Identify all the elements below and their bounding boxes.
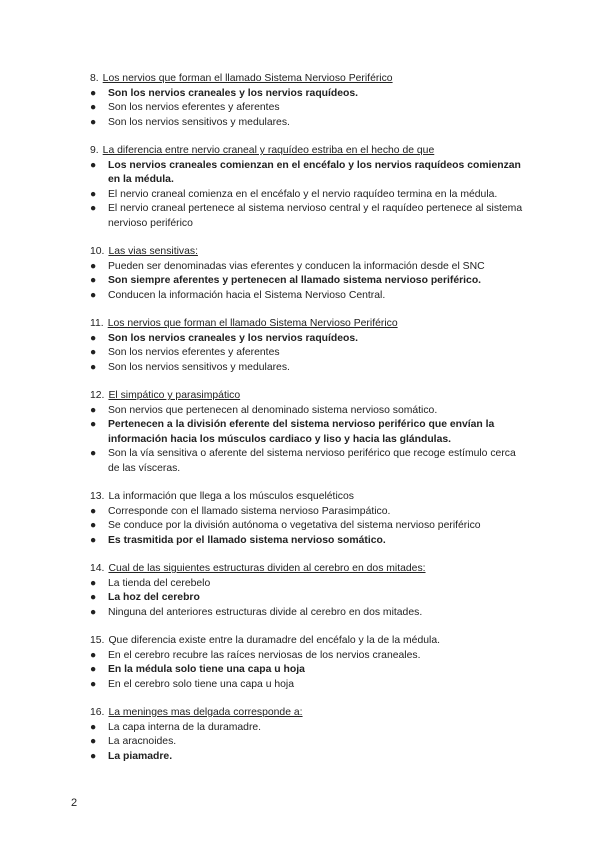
- answer-text: Corresponde con el llamado sistema nervioso Parasimpático.: [108, 505, 391, 517]
- bullet-icon: ●: [90, 505, 97, 517]
- answer-option: [90, 649, 530, 664]
- answer-text: Son nervios que pertenecen al denominado sistema nervioso somático.: [108, 404, 438, 416]
- answer-text: El nervio craneal comienza en el encéfalo y el nervio raquídeo termina en la médula.: [108, 188, 498, 200]
- answer-text: Son la vía sensitiva o aferente del sistema nervioso periférico que recoge estímulo cerca de las vísceras.: [108, 448, 516, 474]
- answer-option-correct: [90, 274, 530, 289]
- answer-option: [90, 101, 530, 116]
- question-number: 14.: [90, 563, 105, 574]
- question-number: 13.: [90, 491, 105, 502]
- question-number: 12.: [90, 390, 105, 401]
- answer-option: [90, 519, 530, 534]
- question-16: [90, 706, 530, 764]
- answer-text: La capa interna de la duramadre.: [108, 721, 262, 733]
- answer-option-correct: [90, 418, 530, 447]
- bullet-icon: ●: [90, 87, 97, 99]
- answer-text: La piamadre.: [108, 750, 173, 762]
- answer-option: [90, 346, 530, 361]
- answer-text: La tienda del cerebelo: [108, 577, 211, 589]
- bullet-icon: ●: [90, 750, 97, 762]
- question-text: Cual de las siguientes estructuras dividen al cerebro en dos mitades:: [108, 563, 426, 574]
- page-number: 2: [71, 797, 78, 809]
- bullet-icon: ●: [90, 188, 97, 200]
- answer-option-correct: [90, 591, 530, 606]
- answer-option-correct: [90, 663, 530, 678]
- answer-text: En la médula solo tiene una capa u hoja: [108, 664, 305, 675]
- answer-option-correct: [90, 750, 530, 765]
- answer-list: [90, 159, 530, 232]
- answer-text: Son siempre aferentes y pertenecen al llamado sistema nervioso periférico.: [108, 275, 482, 286]
- answer-text: Son los nervios craneales y los nervios raquídeos.: [108, 87, 359, 99]
- document-body: [90, 72, 530, 778]
- answer-text: En el cerebro solo tiene una capa u hoja: [108, 678, 295, 690]
- question-number: 16.: [90, 707, 105, 718]
- answer-option-correct: [90, 534, 530, 549]
- bullet-icon: ●: [90, 664, 97, 675]
- answer-option: [90, 678, 530, 693]
- bullet-icon: ●: [90, 275, 97, 286]
- question-title: [90, 490, 530, 505]
- answer-option: [90, 721, 530, 736]
- bullet-icon: ●: [90, 116, 97, 128]
- answer-text: Conducen la información hacia el Sistema Nervioso Central.: [108, 289, 386, 301]
- answer-list: [90, 505, 530, 549]
- bullet-icon: ●: [90, 736, 97, 747]
- bullet-icon: ●: [90, 606, 97, 618]
- answer-text: En el cerebro recubre las raíces nerviosas de los nervios craneales.: [108, 649, 421, 661]
- question-12: [90, 389, 530, 476]
- answer-list: [90, 404, 530, 477]
- answer-text: Se conduce por la división autónoma o vegetativa del sistema nervioso periférico: [108, 520, 481, 531]
- answer-list: [90, 649, 530, 693]
- question-text: La información que llega a los músculos esqueléticos: [108, 491, 354, 502]
- bullet-icon: ●: [90, 649, 97, 661]
- question-number: 15.: [90, 635, 105, 646]
- answer-option: [90, 202, 530, 231]
- question-8: [90, 72, 530, 130]
- answer-text: Pertenecen a la división eferente del sistema nervioso periférico que envían la información hacia los músculos cardiaco y liso y hacia las glándulas.: [108, 419, 495, 445]
- answer-option: [90, 735, 530, 750]
- bullet-icon: ●: [90, 260, 97, 272]
- bullet-icon: ●: [90, 534, 97, 546]
- answer-text: El nervio craneal pertenece al sistema nervioso central y el raquídeo pertenece al sistema nervioso periférico: [108, 203, 523, 229]
- answer-option: [90, 404, 530, 419]
- answer-option: [90, 505, 530, 520]
- bullet-icon: ●: [90, 577, 97, 589]
- bullet-icon: ●: [90, 203, 97, 214]
- answer-text: Son los nervios sensitivos y medulares.: [108, 116, 290, 128]
- answer-list: [90, 332, 530, 376]
- question-title: [90, 317, 530, 332]
- answer-text: Son los nervios eferentes y aferentes: [108, 102, 280, 113]
- question-title: [90, 562, 530, 577]
- question-text: La diferencia entre nervio craneal y raquídeo estriba en el hecho de que: [102, 145, 435, 156]
- answer-text: Pueden ser denominadas vias eferentes y conducen la información desde el SNC: [108, 260, 485, 272]
- question-title: [90, 634, 530, 649]
- bullet-icon: ●: [90, 159, 97, 171]
- bullet-icon: ●: [90, 520, 97, 531]
- answer-text: Es trasmitida por el llamado sistema nervioso somático.: [108, 534, 386, 546]
- question-title: [90, 389, 530, 404]
- answer-option: [90, 606, 530, 621]
- bullet-icon: ●: [90, 289, 97, 301]
- question-number: 9.: [90, 145, 99, 156]
- question-text: El simpático y parasimpático: [108, 390, 241, 401]
- bullet-icon: ●: [90, 678, 97, 690]
- answer-text: Los nervios craneales comienzan en el encéfalo y los nervios raquídeos comienzan en la médula.: [108, 159, 521, 185]
- answer-option: [90, 260, 530, 275]
- answer-text: La aracnoides.: [108, 736, 177, 747]
- bullet-icon: ●: [90, 404, 97, 416]
- answer-option-correct: [90, 159, 530, 188]
- bullet-icon: ●: [90, 332, 97, 344]
- bullet-icon: ●: [90, 448, 97, 459]
- question-9: [90, 144, 530, 231]
- answer-option: [90, 289, 530, 304]
- answer-option: [90, 116, 530, 131]
- bullet-icon: ●: [90, 592, 97, 603]
- question-number: 11.: [90, 318, 104, 329]
- question-text: Que diferencia existe entre la duramadre del encéfalo y la de la médula.: [108, 635, 440, 646]
- answer-option: [90, 577, 530, 592]
- question-text: La meninges mas delgada corresponde a:: [108, 707, 303, 718]
- answer-list: [90, 260, 530, 304]
- answer-list: [90, 87, 530, 131]
- answer-option: [90, 361, 530, 376]
- answer-text: Son los nervios craneales y los nervios raquídeos.: [108, 332, 359, 344]
- question-title: [90, 144, 530, 159]
- answer-option-correct: [90, 87, 530, 102]
- question-14: [90, 562, 530, 620]
- bullet-icon: ●: [90, 419, 97, 430]
- answer-list: [90, 577, 530, 621]
- question-title: [90, 72, 530, 87]
- answer-text: Son los nervios eferentes y aferentes: [108, 347, 280, 358]
- question-10: [90, 245, 530, 303]
- answer-option-correct: [90, 332, 530, 347]
- question-title: [90, 706, 530, 721]
- bullet-icon: ●: [90, 347, 97, 358]
- answer-option: [90, 188, 530, 203]
- answer-option: [90, 447, 530, 476]
- question-13: [90, 490, 530, 548]
- answer-text: Ninguna del anteriores estructuras divide al cerebro en dos mitades.: [108, 606, 423, 618]
- question-title: [90, 245, 530, 260]
- bullet-icon: ●: [90, 102, 97, 113]
- question-number: 8.: [90, 73, 99, 84]
- question-text: Los nervios que forman el llamado Sistema Nervioso Periférico: [107, 318, 398, 329]
- bullet-icon: ●: [90, 721, 97, 733]
- question-11: [90, 317, 530, 375]
- question-text: Las vias sensitivas:: [108, 246, 198, 257]
- bullet-icon: ●: [90, 361, 97, 373]
- question-text: Los nervios que forman el llamado Sistema Nervioso Periférico: [102, 73, 393, 84]
- question-15: [90, 634, 530, 692]
- answer-text: La hoz del cerebro: [108, 592, 200, 603]
- answer-text: Son los nervios sensitivos y medulares.: [108, 361, 290, 373]
- question-number: 10.: [90, 246, 105, 257]
- answer-list: [90, 721, 530, 765]
